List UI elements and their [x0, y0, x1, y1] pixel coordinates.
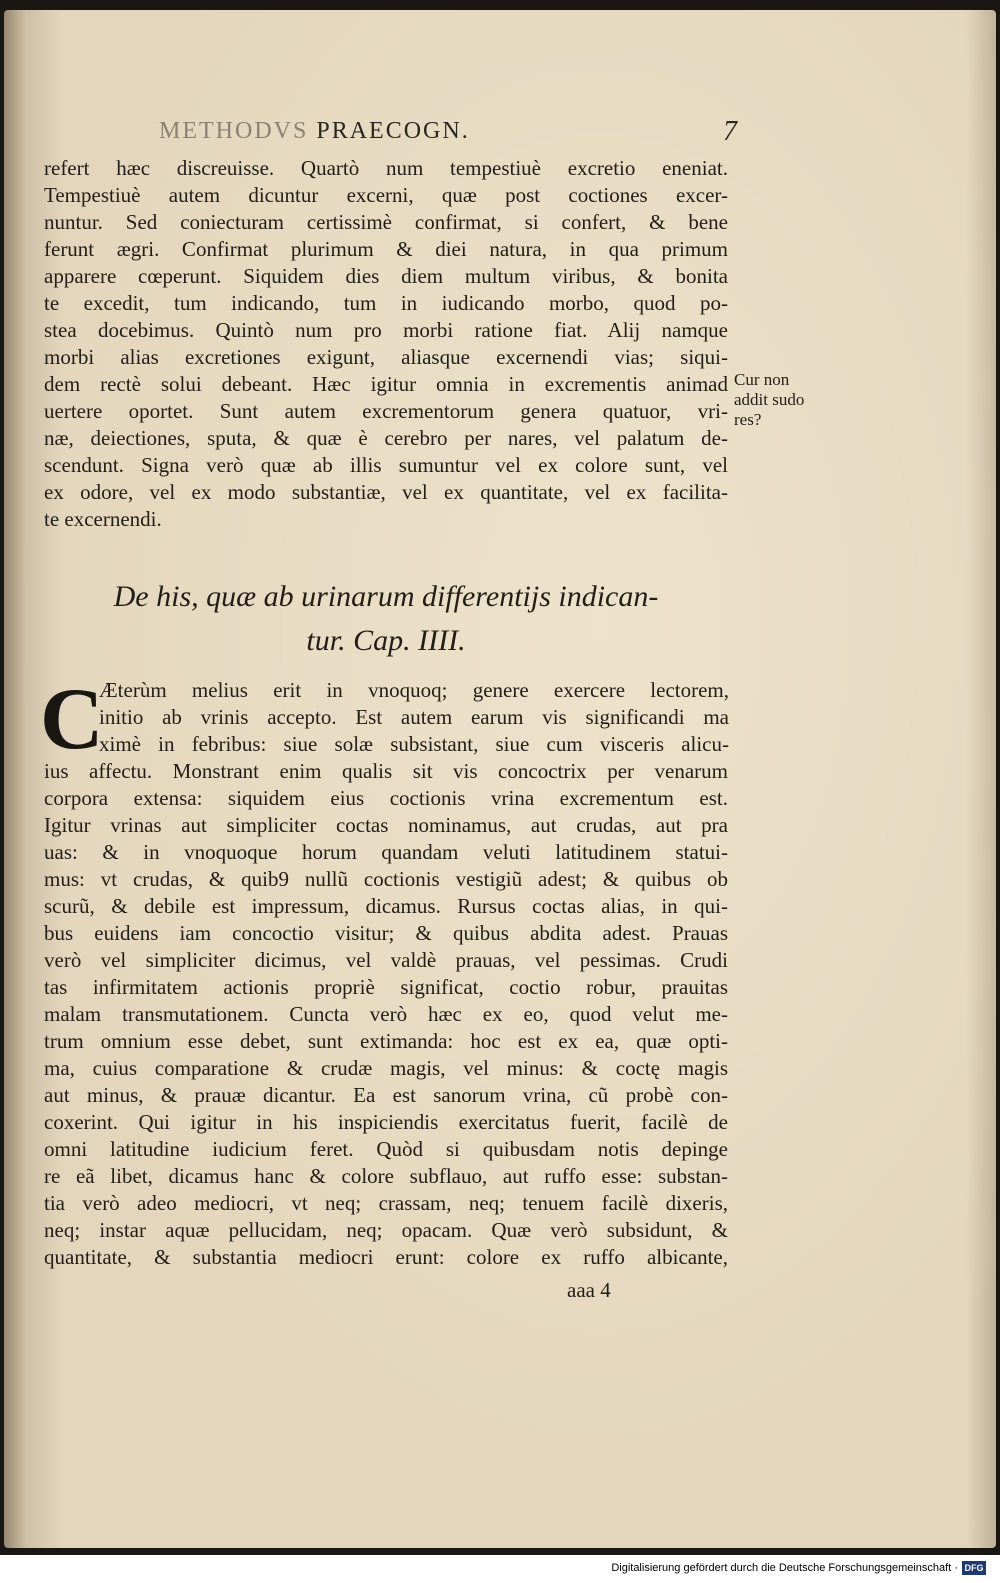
dfg-logo: DFG: [962, 1561, 986, 1575]
text-line: De his, quæ ab urinarum differentijs indican-: [113, 580, 659, 613]
text-line: ex odore, vel ex modo substantiæ, vel ex quantitate, vel ex facilita-: [44, 480, 728, 504]
text-line: trum omnium esse debet, sunt extimanda: hoc est ex ea, quæ opti-: [44, 1029, 728, 1053]
signature-mark: aaa 4: [567, 1278, 611, 1302]
text-line: morbi alias excretiones exigunt, aliasque excernendi vias; siqui-: [44, 345, 728, 369]
text-line: te excernendi.: [44, 507, 162, 531]
page-number: 7: [723, 116, 739, 147]
text-line: ma, cuius comparatione & crudæ magis, vel minus: & coctę magis: [44, 1056, 728, 1080]
text-line: Tempestiuè autem dicuntur excerni, quæ post coctiones excer-: [44, 183, 728, 207]
text-line: quantitate, & substantia mediocri erunt: colore ex ruffo albicante,: [44, 1245, 728, 1269]
running-head: [159, 118, 739, 152]
text-line: tia verò adeo mediocri, vt neq; crassam, neq; tenuem facilè dixeris,: [44, 1191, 728, 1215]
text-line: Cur non: [734, 370, 790, 389]
drop-initial: C: [40, 671, 104, 768]
text-line: næ, deiectiones, sputa, & quæ è cerebro per nares, vel palatum de-: [44, 426, 728, 450]
text-line: te excedit, tum indicando, tum in iudicando morbo, quod po-: [44, 291, 728, 315]
text-line: apparere cœperunt. Siquidem dies diem multum viribus, & bonita: [44, 264, 728, 288]
text-line: malam transmutationem. Cuncta verò hæc ex eo, quod velut me-: [44, 1002, 728, 1026]
text-line: Igitur vrinas aut simpliciter coctas nominamus, aut crudas, aut pra: [44, 813, 728, 837]
text-line: coxerint. Qui igitur in his inspiciendis exercitatus fuerit, facilè de: [44, 1110, 728, 1134]
body-text-bottom: [44, 758, 728, 1271]
text-line: refert hæc discreuisse. Quartò num tempestiuè excretio eneniat.: [44, 156, 728, 180]
running-head-title: METHODVS PRAECOGN.: [159, 118, 470, 144]
text-line: stea docebimus. Quintò num pro morbi ratione fiat. Alij namque: [44, 318, 728, 342]
text-line: scendunt. Signa verò quæ ab illis sumuntur vel ex colore sunt, vel: [44, 453, 728, 477]
text-line: uas: & in vnoquoque horum quandam veluti latitudinem statui-: [44, 840, 728, 864]
text-line: initio ab vrinis accepto. Est autem earum vis significandi ma: [99, 705, 729, 729]
text-line: dem rectè solui debeant. Hæc igitur omnia in excrementis animad: [44, 372, 728, 396]
text-line: uertere oportet. Sunt autem excrementorum genera quatuor, vri-: [44, 399, 728, 423]
chapter-heading: [44, 575, 728, 663]
text-line: ius affectu. Monstrant enim qualis sit vis concoctrix per venarum: [44, 759, 728, 783]
text-line: neq; instar aquæ pellucidam, neq; opacam. Quæ verò subsidunt, &: [44, 1218, 728, 1242]
text-line: mus: vt crudas, & quib9 nullũ coctionis vestigiũ adest; & quibus ob: [44, 867, 728, 891]
text-line: verò vel simpliciter dicimus, vel valdè prauas, vel pessimas. Crudi: [44, 948, 728, 972]
footer-credit: Digitalisierung gefördert durch die Deutsche Forschungsgemeinschaft ·: [611, 1562, 958, 1574]
text-line: tas infirmitatem actionis propriè significat, coctio robur, prauitas: [44, 975, 728, 999]
text-line: bus euidens iam concoctio visitur; & quibus abdita adest. Prauas: [44, 921, 728, 945]
text-line: ximè in febribus: siue solæ subsistant, siue cum visceris alicu-: [99, 732, 729, 756]
book-page: [4, 10, 996, 1548]
marginal-note: [734, 370, 844, 430]
text-line: Æterùm melius erit in vnoquoq; genere exercere lectorem,: [99, 678, 729, 702]
text-line: res?: [734, 410, 762, 429]
text-line: scurũ, & debile est impressum, dicamus. Rursus coctas alias, in qui-: [44, 894, 728, 918]
text-line: corpora extensa: siquidem eius coctionis vrina excrementum est.: [44, 786, 728, 810]
text-line: ferunt ægri. Confirmat plurimum & diei natura, in qua primum: [44, 237, 728, 261]
body-text-indented: [99, 677, 729, 758]
footer-bar: [0, 1555, 1000, 1583]
text-line: tur. Cap. IIII.: [306, 624, 466, 657]
text-line: addit sudo: [734, 390, 805, 409]
text-line: nuntur. Sed coniecturam certissimè confirmat, si confert, & bene: [44, 210, 728, 234]
text-line: aut minus, & prauæ dicantur. Ea est sanorum vrina, cũ probè con-: [44, 1083, 728, 1107]
text-line: re eã libet, dicamus hanc & colore subflauo, aut ruffo esse: substan-: [44, 1164, 728, 1188]
body-text-top: [44, 155, 728, 533]
text-line: omni latitudine iudicium feret. Quòd si quibusdam notis depinge: [44, 1137, 728, 1161]
